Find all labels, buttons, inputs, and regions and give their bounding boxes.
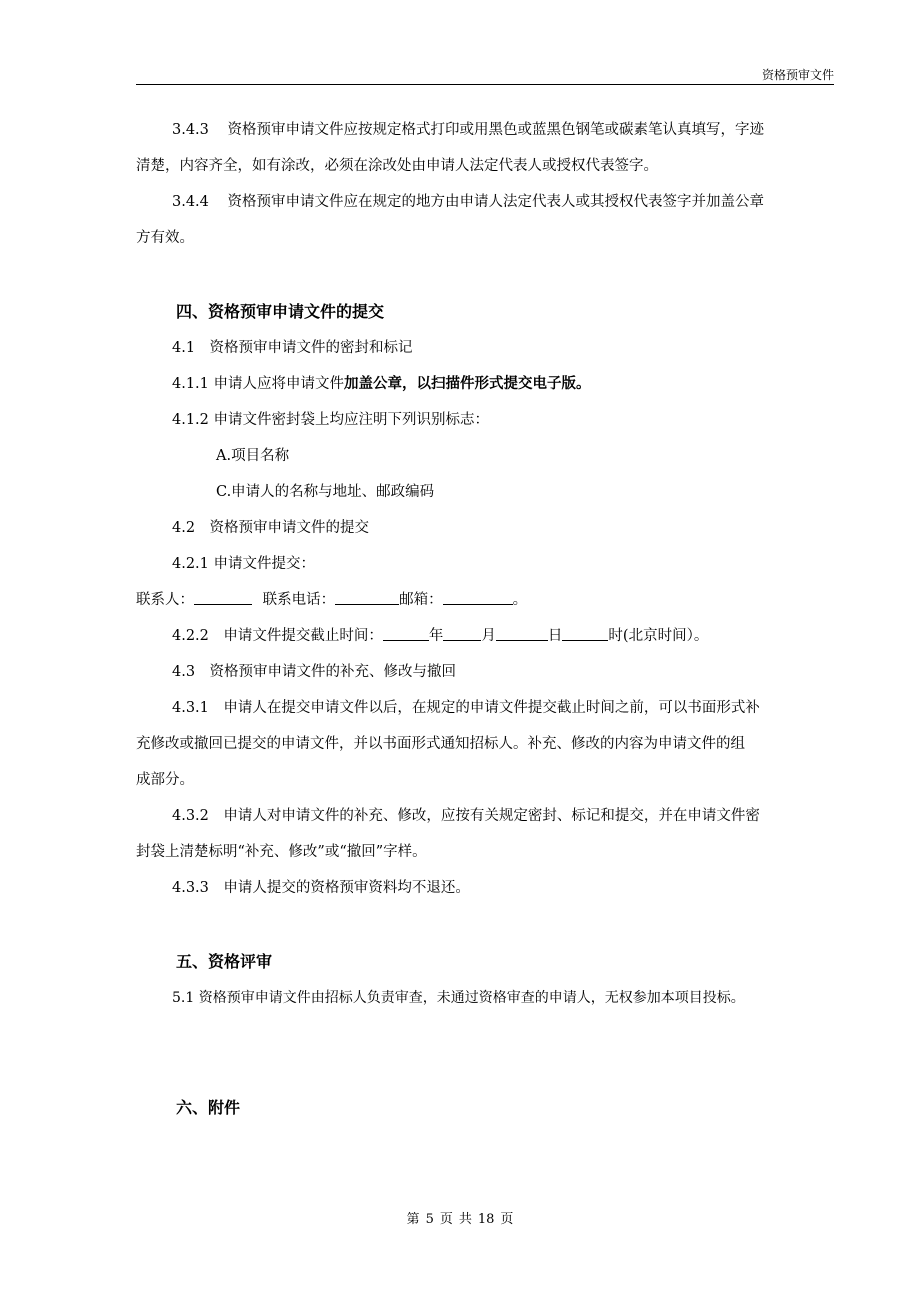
para-42: 4.2 资格预审申请文件的提交 [172, 520, 370, 536]
section-4-heading: 四、资格预审申请文件的提交 [176, 302, 385, 321]
footer-gong: 共 [458, 1212, 472, 1227]
section-6-heading: 六、附件 [176, 1098, 241, 1117]
phone-blank [335, 590, 399, 605]
para-51: 5.1 资格预审申请文件由招标人负责审查，未通过资格审查的申请人，无权参加本项目投标。 [172, 990, 745, 1006]
para-411-bold: 加盖公章，以扫描件形式提交电子版。 [344, 376, 591, 392]
month-blank [443, 626, 481, 641]
day-blank [496, 626, 548, 641]
contact-line [136, 582, 836, 618]
footer-page-number: 5 [425, 1212, 434, 1227]
para-422 [172, 618, 872, 654]
para-411-prefix: 4.1.1 申请人应将申请文件 [172, 376, 345, 392]
para-344-line2: 方有效。 [136, 230, 194, 246]
header-title: 资格预审文件 [761, 68, 834, 82]
contact-end-mark: 。 [512, 592, 528, 608]
footer-ye: 页 [439, 1212, 453, 1227]
para-432-line1: 4.3.2 申请人对申请文件的补充、修改，应按有关规定密封、标记和提交，并在申请文件密 [172, 808, 760, 824]
para-343-line2: 清楚，内容齐全，如有涂改，必须在涂改处由申请人法定代表人或授权代表签字。 [136, 158, 658, 174]
month-label: 月 [481, 628, 496, 644]
para-412: 4.1.2 申请文件密封袋上均应注明下列识别标志： [172, 412, 490, 428]
para-421: 4.2.1 申请文件提交： [172, 556, 316, 572]
para-411 [172, 366, 872, 402]
footer-total-pages: 18 [477, 1212, 495, 1227]
footer-di: 第 [406, 1212, 420, 1227]
day-label: 日 [547, 628, 563, 644]
para-344-text1: 资格预审申请文件应在规定的地方由申请人法定代表人或其授权代表签字并加盖公章 [227, 194, 765, 210]
email-label: 邮箱： [399, 592, 443, 608]
para-344-number: 3.4.4 [172, 194, 209, 210]
para-41: 4.1 资格预审申请文件的密封和标记 [172, 340, 413, 356]
para-344-line1 [136, 184, 836, 220]
para-432-line2: 封袋上清楚标明“补充、修改”或“撤回”字样。 [136, 844, 427, 860]
para-431-line1: 4.3.1 申请人在提交申请文件以后，在规定的申请文件提交截止时间之前，可以书面形式补 [172, 700, 760, 716]
hour-suffix: 时(北京时间）。 [608, 628, 709, 644]
footer-ye2: 页 [500, 1212, 514, 1227]
contact-blank [194, 590, 252, 605]
para-431-line3: 成部分。 [136, 772, 194, 788]
email-blank [443, 590, 513, 605]
hour-blank [562, 626, 608, 641]
year-blank [383, 626, 429, 641]
year-label: 年 [428, 628, 444, 644]
para-43: 4.3 资格预审申请文件的补充、修改与撤回 [172, 664, 457, 680]
para-422-prefix: 4.2.2 申请文件提交截止时间： [172, 628, 383, 644]
para-343-number: 3.4.3 [172, 122, 209, 138]
section-5-heading: 五、资格评审 [176, 952, 273, 971]
header-rule [136, 84, 834, 85]
page-footer [0, 1208, 920, 1227]
item-c: C.申请人的名称与地址、邮政编码 [216, 484, 435, 500]
contact-label: 联系人： [136, 592, 194, 608]
phone-label: 联系电话： [262, 592, 336, 608]
para-433: 4.3.3 申请人提交的资格预审资料均不退还。 [172, 880, 470, 896]
para-343-text1: 资格预审申请文件应按规定格式打印或用黑色或蓝黑色钢笔或碳素笔认真填写，字迹 [227, 122, 765, 138]
para-343-line1 [136, 112, 836, 148]
item-a: A.项目名称 [216, 448, 290, 464]
para-431-line2: 充修改或撤回已提交的申请文件，并以书面形式通知招标人。补充、修改的内容为申请文件的组 [136, 736, 745, 752]
